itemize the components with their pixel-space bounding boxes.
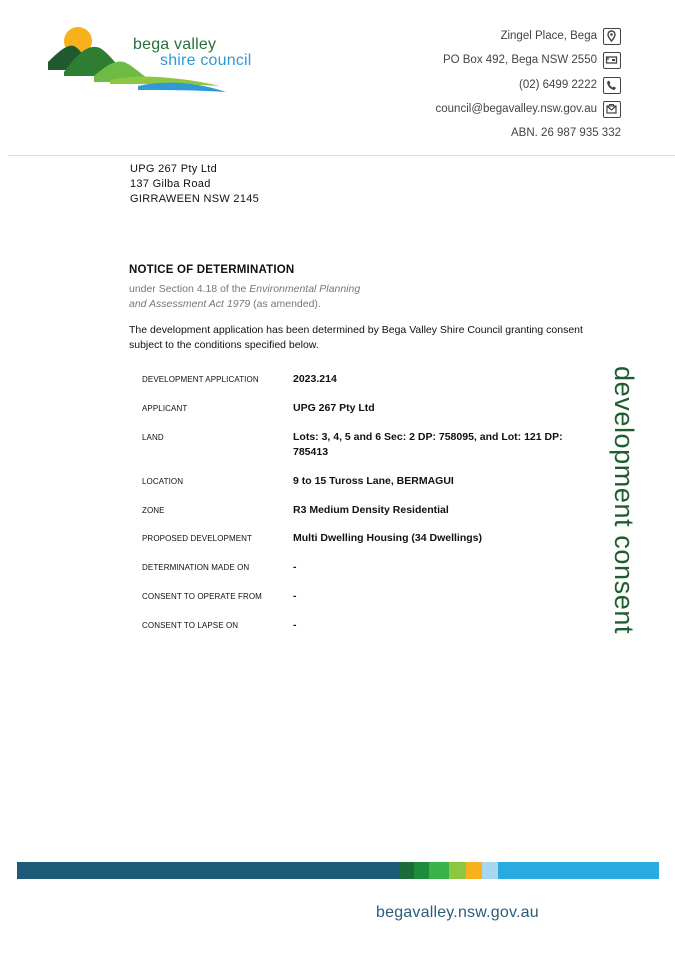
side-text-development-consent: development consent: [609, 366, 639, 635]
band-segment-yellow: [466, 862, 482, 879]
value-applicant: UPG 267 Pty Ltd: [293, 402, 375, 414]
recipient-address: [130, 162, 259, 207]
value-zone: R3 Medium Density Residential: [293, 504, 449, 516]
notice-amended: (as amended).: [253, 298, 321, 310]
side-banner: [604, 366, 644, 660]
band-segment-navy: [17, 862, 399, 879]
location-pin-icon: [603, 28, 621, 45]
notice-subtitle: [129, 282, 360, 312]
contact-street: Zingel Place, Bega: [500, 30, 597, 42]
email-icon: [603, 101, 621, 118]
value-development-application: 2023.214: [293, 373, 337, 385]
act-name-line1: Environmental Planning: [249, 283, 361, 295]
logo-text-bega-valley: bega valley: [133, 36, 217, 53]
contact-abn: ABN. 26 987 935 332: [511, 127, 621, 139]
value-proposed-development: Multi Dwelling Housing (34 Dwellings): [293, 532, 483, 544]
value-consent-to-operate-from: -: [293, 590, 297, 602]
notice-title: NOTICE OF DETERMINATION: [129, 264, 295, 276]
label-consent-to-lapse-on: CONSENT TO LAPSE ON: [142, 621, 239, 630]
act-name-line2: and Assessment Act 1979: [129, 298, 251, 310]
value-consent-to-lapse-on: -: [293, 619, 297, 631]
contact-postal: PO Box 492, Bega NSW 2550: [442, 54, 597, 66]
contact-phone[interactable]: (02) 6499 2222: [518, 79, 597, 91]
band-segment-blue: [498, 862, 659, 879]
label-determination-made-on: DETERMINATION MADE ON: [142, 563, 250, 572]
recipient-name: UPG 267 Pty Ltd: [130, 163, 218, 175]
logo-text-shire-council: shire council: [160, 52, 252, 69]
recipient-street: 137 Gilba Road: [130, 178, 211, 190]
band-segment-lime: [449, 862, 466, 879]
label-development-application: DEVELOPMENT APPLICATION: [142, 375, 259, 384]
label-zone: ZONE: [142, 506, 165, 515]
label-proposed-development: PROPOSED DEVELOPMENT: [142, 534, 253, 543]
notice-paragraph: The development application has been determined by Bega Valley Shire Council granting consent subject to the conditions specified below.: [129, 324, 583, 351]
band-segment-light-blue: [482, 862, 498, 879]
phone-icon: [603, 77, 621, 94]
mailbox-icon: [603, 52, 621, 69]
value-determination-made-on: -: [293, 561, 297, 573]
label-location: LOCATION: [142, 477, 184, 486]
band-segment-dark-green: [399, 862, 414, 879]
label-applicant: APPLICANT: [142, 404, 188, 413]
recipient-locality: GIRRAWEEN NSW 2145: [130, 193, 260, 205]
value-land: Lots: 3, 4, 5 and 6 Sec: 2 DP: 758095, and Lot: 121 DP: 785413: [293, 431, 563, 458]
notice-under-prefix: under Section 4.18 of the: [129, 283, 247, 295]
value-location: 9 to 15 Tuross Lane, BERMAGUI: [293, 475, 454, 487]
label-consent-to-operate-from: CONSENT TO OPERATE FROM: [142, 592, 262, 601]
footer-website[interactable]: begavalley.nsw.gov.au: [376, 904, 539, 921]
header-divider: [8, 155, 675, 156]
label-land: LAND: [142, 433, 164, 442]
band-segment-mid-green: [429, 862, 449, 879]
footer-color-band: [17, 862, 659, 879]
contact-email[interactable]: council@begavalley.nsw.gov.au: [435, 103, 597, 115]
band-segment-green: [414, 862, 429, 879]
